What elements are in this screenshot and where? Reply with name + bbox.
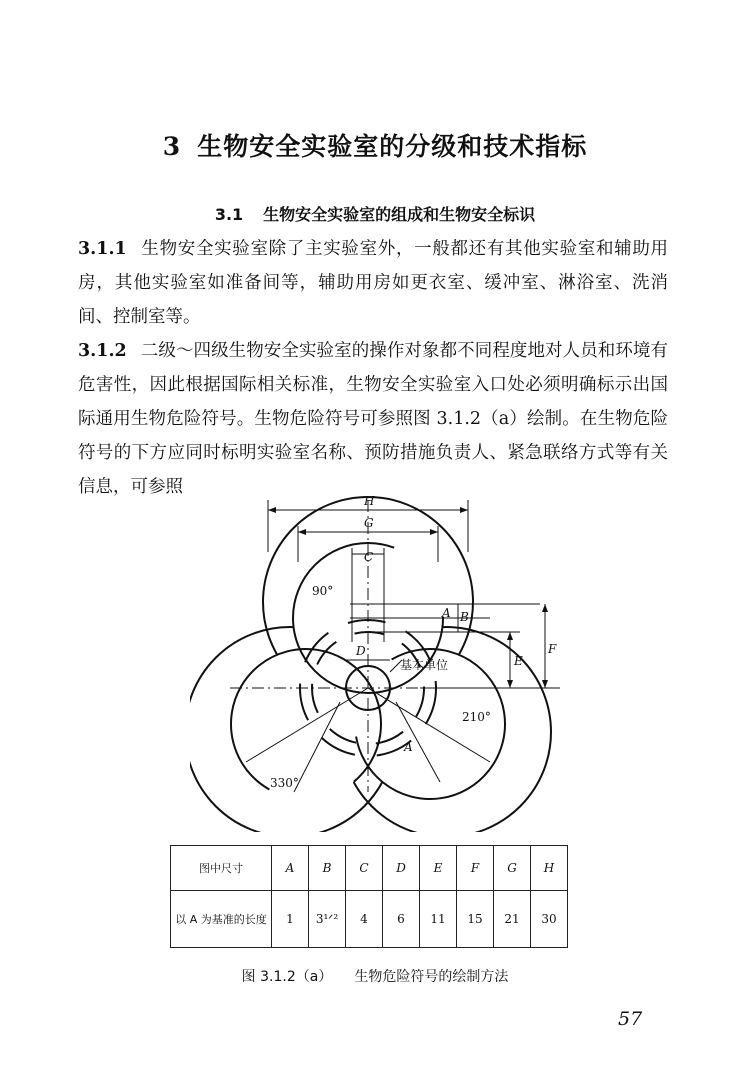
section-title <box>0 202 750 225</box>
paragraph-text: 二级～四级生物安全实验室的操作对象都不同程度地对人员和环境有危害性，因此根据国际相关标准，生物安全实验室入口处必须明确标示出国际通用生物危险符号。生物危险符号可参照图 3.1.2（a）绘制。在生物危险符号的下方应同时标明实验室名称、预防措施负责人、紧急联络方式等有关信息，可参照 <box>78 341 668 497</box>
table-column-b: B <box>309 846 346 891</box>
chapter-title-text: 生物安全实验室的分级和技术指标 <box>197 132 588 161</box>
table-value-g: 21 <box>494 891 531 948</box>
table-value-d: 6 <box>383 891 420 948</box>
paragraph-text: 生物安全实验室除了主实验室外，一般都还有其他实验室和辅助用房，其他实验室如准备间等，辅助用房如更衣室、缓冲室、淋浴室、洗消间、控制室等。 <box>78 239 668 327</box>
paragraph-number: 3.1.1 <box>78 239 127 259</box>
label-c: C <box>364 550 374 564</box>
table-value-b: 3¹ᐟ² <box>309 891 346 948</box>
dimension-table <box>170 845 568 948</box>
table-column-g: G <box>494 846 531 891</box>
table-value-c: 4 <box>346 891 383 948</box>
paragraph-number: 3.1.2 <box>78 341 127 361</box>
caption-text: 生物危险符号的绘制方法 <box>354 969 509 985</box>
table-column-a: A <box>272 846 309 891</box>
table-column-h: H <box>531 846 568 891</box>
paragraph-3-1-1 <box>78 232 668 334</box>
page-number: 57 <box>618 1008 643 1030</box>
label-h: H <box>364 494 375 508</box>
table-row-label: 以 A 为基准的长度 <box>171 891 272 948</box>
label-g: G <box>364 516 374 530</box>
table-row <box>171 891 568 948</box>
table-header-row <box>171 846 568 891</box>
table-column-d: D <box>383 846 420 891</box>
angle-90-label: 90° <box>312 584 334 598</box>
base-unit-label: 基本单位 <box>400 658 449 672</box>
biohazard-symbol-drawing <box>190 492 570 832</box>
chapter-title <box>0 127 750 163</box>
paragraph-3-1-2 <box>78 334 668 504</box>
figure-caption <box>0 966 750 986</box>
table-header-label: 图中尺寸 <box>171 846 272 891</box>
section-number: 3.1 <box>214 205 244 224</box>
caption-number: 图 3.1.2（a） <box>241 969 333 985</box>
chapter-number: 3 <box>162 132 182 161</box>
table-column-c: C <box>346 846 383 891</box>
label-b: B <box>460 610 469 624</box>
biohazard-construction-figure <box>190 492 570 832</box>
table-value-f: 15 <box>457 891 494 948</box>
table-value-e: 11 <box>420 891 457 948</box>
table-value-h: 30 <box>531 891 568 948</box>
angle-330-label: 330° <box>270 776 299 790</box>
label-f: F <box>548 642 557 656</box>
label-d: D <box>356 644 366 658</box>
label-a-lower: A <box>404 740 413 754</box>
table-column-f: F <box>457 846 494 891</box>
table-value-a: 1 <box>272 891 309 948</box>
angle-210-label: 210° <box>462 710 491 724</box>
label-e: E <box>514 654 523 668</box>
section-title-text: 生物安全实验室的组成和生物安全标识 <box>263 205 536 224</box>
table-column-e: E <box>420 846 457 891</box>
label-a: A <box>442 606 451 620</box>
